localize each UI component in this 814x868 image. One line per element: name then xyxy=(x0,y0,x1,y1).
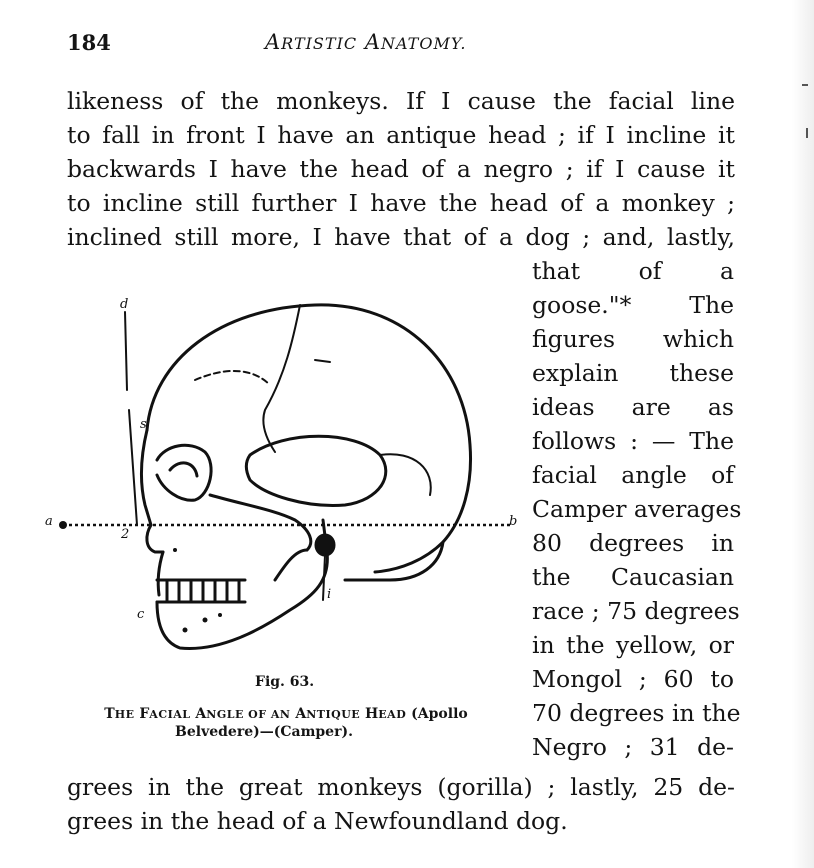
column-text-line: Mongol ; 60 to xyxy=(532,665,734,693)
temporal-oval xyxy=(246,436,386,505)
column-text-line: 80 degrees in xyxy=(532,529,734,557)
column-text-line: that of a xyxy=(532,257,734,285)
skull-figure xyxy=(45,280,530,670)
orbit-outline xyxy=(157,445,211,500)
zygomatic-outline xyxy=(210,495,311,550)
column-text-line: figures which xyxy=(532,325,734,353)
column-text-line: explain these xyxy=(532,359,734,387)
occipital-outline xyxy=(345,542,443,580)
edge-mark xyxy=(806,128,808,138)
ear-hole xyxy=(316,535,334,555)
column-text-line: follows : — The xyxy=(532,427,734,455)
text-line: to fall in front I have an antique head ; if I incline it xyxy=(67,121,735,149)
column-text-line: in the yellow, or xyxy=(532,631,734,659)
nasal-outline xyxy=(147,525,163,552)
label-s: s xyxy=(140,417,147,432)
figure-caption-line1: THE FACIAL ANGLE OF AN ANTIQUE HEAD (Apollo xyxy=(104,706,468,722)
text-line: inclined still more, I have that of a dog ; and, lastly, xyxy=(67,223,735,251)
text-line: to incline still further I have the head of a monkey ; xyxy=(67,189,735,217)
column-text-line: goose."* The xyxy=(532,291,734,319)
column-text-line: Camper averages xyxy=(532,495,742,523)
label-c: c xyxy=(137,607,145,622)
mandible-outline xyxy=(157,520,327,648)
label-a: a xyxy=(45,514,53,529)
figure-caption-line2: Belvedere)—(Camper). xyxy=(175,724,353,740)
teeth-outline xyxy=(157,580,245,602)
facial-line xyxy=(125,312,137,525)
label-i: i xyxy=(327,587,332,602)
label-b: b xyxy=(509,514,518,529)
page-number: 184 xyxy=(67,30,111,55)
text-line: likeness of the monkeys. If I cause the facial line xyxy=(67,87,735,115)
column-text-line: the Caucasian xyxy=(532,563,734,591)
label-two: 2 xyxy=(121,527,130,542)
column-text-line: facial angle of xyxy=(532,461,734,489)
coronal-suture xyxy=(263,305,300,452)
column-text-line: race ; 75 degrees xyxy=(532,597,740,625)
column-text-line: ideas are as xyxy=(532,393,734,421)
label-d: d xyxy=(120,297,129,312)
page-edge-shadow xyxy=(792,0,814,868)
edge-mark xyxy=(802,84,808,86)
column-text-line: Negro ; 31 de- xyxy=(532,733,734,761)
text-line: grees in the great monkeys (gorilla) ; lastly, 25 de- xyxy=(67,773,735,801)
running-head: ARTISTIC ANATOMY. xyxy=(265,30,467,54)
text-line: backwards I have the head of a negro ; if I cause it xyxy=(67,155,735,183)
column-text-line: 70 degrees in the xyxy=(532,699,741,727)
figure-label: Fig. 63. xyxy=(255,674,315,690)
text-line: grees in the head of a Newfoundland dog. xyxy=(67,807,568,835)
forehead-outline xyxy=(141,430,151,525)
